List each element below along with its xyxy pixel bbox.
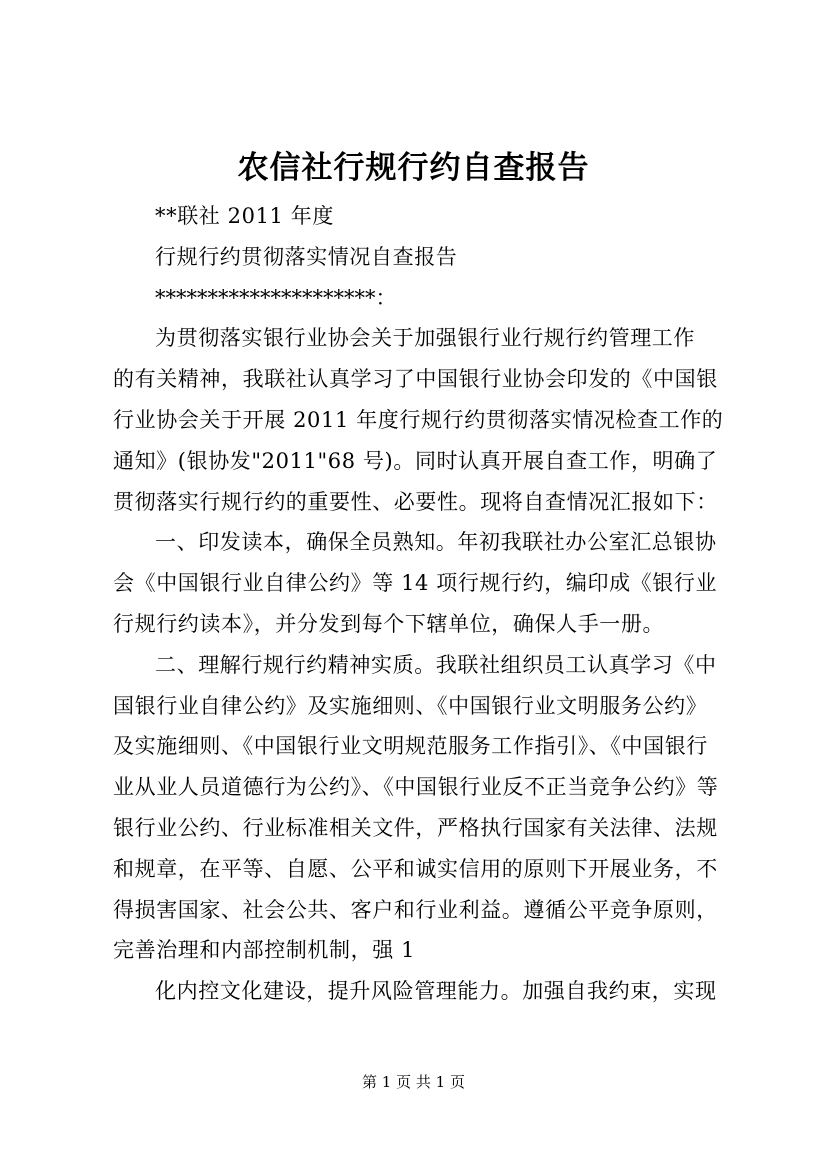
paragraph-line: 二、理解行规行约精神实质。我联社组织员工认真学习《中 <box>155 652 717 677</box>
paragraph-line: 的有关精神，我联社认真学习了中国银行业协会印发的《中国银 <box>113 367 718 392</box>
paragraph-section-two <box>113 645 738 971</box>
header-line-addressee <box>113 278 738 319</box>
paragraph-line: 国银行业自律公约》及实施细则、《中国银行业文明服务公约》 <box>113 693 708 718</box>
paragraph-line: 银行业公约、行业标准相关文件，严格执行国家有关法律、法规 <box>113 815 718 840</box>
paragraph-line: 行业协会关于开展 2011 年度行规行约贯彻落实情况检查工作的 <box>113 407 724 432</box>
document-title: 农信社行规行约自查报告 <box>237 150 590 186</box>
paragraph-line: 贯彻落实行规行约的重要性、必要性。现将自查情况汇报如下： <box>113 489 718 514</box>
paragraph-intro <box>113 318 738 522</box>
header-line-union-year <box>113 196 738 237</box>
paragraph-line: 得损害国家、社会公共、客户和行业利益。遵循公平竞争原则， <box>113 897 718 922</box>
paragraph-line: 行规行约读本》，并分发到每个下辖单位，确保人手一册。 <box>113 611 665 636</box>
header-line-text: **联社 2011 年度 <box>155 204 334 228</box>
paragraph-section-one <box>113 522 738 644</box>
paragraph-line: 及实施细则、《中国银行业文明规范服务工作指引》、《中国银行 <box>113 734 708 759</box>
paragraph-line: 化内控文化建设，提升风险管理能力。加强自我约束，实现 <box>155 979 717 1004</box>
header-line-report-title <box>113 237 738 278</box>
page-footer: 第 1 页 共 1 页 <box>362 1073 465 1091</box>
paragraph-line: 通知》(银协发"2011"68 号)。同时认真开展自查工作，明确了 <box>113 448 718 473</box>
paragraph-line: 为贯彻落实银行业协会关于加强银行业行规行约管理工作 <box>155 326 695 351</box>
paragraph-line: 会《中国银行业自律公约》等 14 项行规行约，编印成《银行业 <box>113 571 718 596</box>
paragraph-continuation <box>113 971 738 1012</box>
header-line-text: *********************： <box>155 285 397 310</box>
paragraph-line: 业从业人员道德行为公约》、《中国银行业反不正当竞争公约》等 <box>113 775 719 800</box>
paragraph-line: 一、印发读本，确保全员熟知。年初我联社办公室汇总银协 <box>155 530 717 555</box>
document-body <box>113 196 738 1012</box>
paragraph-line: 和规章，在平等、自愿、公平和诚实信用的原则下开展业务，不 <box>113 856 718 881</box>
header-line-text: 行规行约贯彻落实情况自查报告 <box>155 244 458 269</box>
paragraph-line: 完善治理和内部控制机制，强 1 <box>113 938 416 963</box>
